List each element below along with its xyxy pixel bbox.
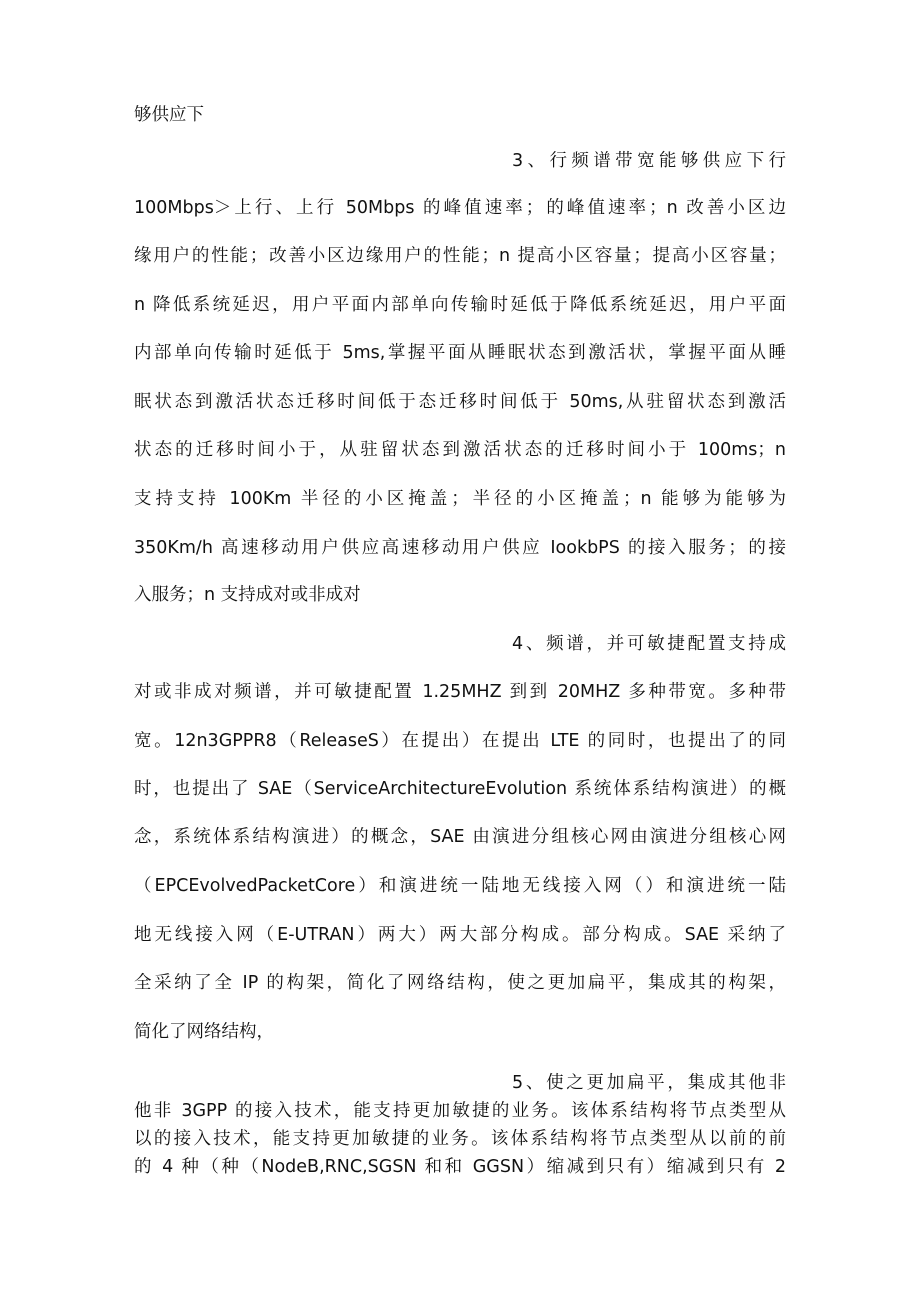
text-line: 350Km∕h 高速移动用户供应高速移动用户供应 IookbPS 的接入服务；的接: [134, 538, 786, 558]
text-line: 以的接入技术，能支持更加敏捷的业务。该体系结构将节点类型从以前的前: [134, 1129, 786, 1149]
text-line: 全采纳了全 IP 的构架，简化了网络结构，使之更加扁平，集成其的构架，: [134, 973, 786, 993]
text-line: 100Mbps＞上行、上行 50Mbps 的峰值速率；的峰值速率；n 改善小区边: [134, 198, 786, 218]
text-line: 缘用户的性能；改善小区边缘用户的性能；n 提高小区容量；提高小区容量；: [134, 246, 786, 266]
text-line: 念，系统体系结构演进）的概念，SAE 由演进分组核心网由演进分组核心网: [134, 827, 786, 847]
text-line: 4、频谱，并可敏捷配置支持成: [512, 634, 786, 654]
text-line: 内部单向传输时延低于 5ms,掌握平面从睡眠状态到激活状，掌握平面从睡: [134, 343, 786, 363]
text-line: 的 4 种（种（NodeB,RNC,SGSN 和和 GGSN）缩减到只有）缩减到只有 2: [134, 1157, 786, 1177]
text-line: 地无线接入网（E-UTRAN）两大）两大部分构成。部分构成。SAE 采纳了: [134, 925, 786, 945]
text-line: 状态的迁移时间小于，从驻留状态到激活状态的迁移时间小于 100ms；n: [134, 440, 786, 460]
text-line: 够供应下: [134, 105, 204, 125]
text-line: 支持支持 100Km 半径的小区掩盖；半径的小区掩盖；n 能够为能够为: [134, 489, 786, 509]
text-line: 宽。12n3GPPR8（ReleaseS）在提出）在提出 LTE 的同时，也提出了的同: [134, 731, 786, 751]
text-line: n 降低系统延迟，用户平面内部单向传输时延低于降低系统延迟，用户平面: [134, 295, 786, 315]
text-line: （EPCEvolvedPacketCore）和演进统一陆地无线接入网（）和演进统一陆: [134, 876, 786, 896]
text-line: 5、使之更加扁平，集成其他非: [512, 1073, 786, 1093]
text-line: 入服务；n 支持成对或非成对: [134, 585, 361, 605]
text-line: 对或非成对频谱，并可敏捷配置 1.25MHZ 到到 20MHZ 多种带宽。多种带: [134, 682, 786, 702]
text-line: 简化了网络结构，: [134, 1022, 274, 1042]
text-line: 眠状态到激活状态迁移时间低于态迁移时间低于 50ms,从驻留状态到激活: [134, 392, 786, 412]
text-line: 3、行频谱带宽能够供应下行: [512, 151, 786, 171]
text-line: 他非 3GPP 的接入技术，能支持更加敏捷的业务。该体系结构将节点类型从: [134, 1101, 786, 1121]
text-line: 时，也提出了 SAE（ServiceArchitectureEvolution 系统体系结构演进）的概: [134, 779, 786, 799]
